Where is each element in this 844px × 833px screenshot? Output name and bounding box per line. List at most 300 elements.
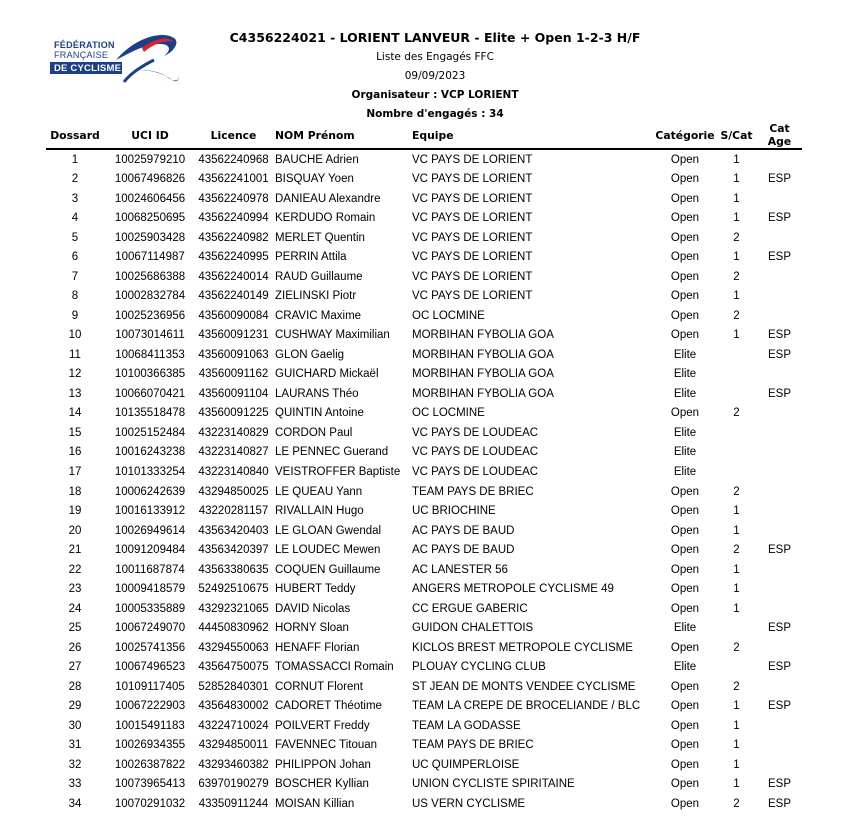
- cell-equipe: TEAM LA GODASSE: [412, 719, 521, 732]
- cell-cat-age: [757, 189, 802, 209]
- cell-nom-prenom: LE PENNEC Guerand: [275, 446, 389, 459]
- cell-scat: 1: [733, 290, 740, 303]
- cell-dossard: 23: [68, 583, 82, 596]
- cell-nom-prenom: VEISTROFFER Baptiste: [275, 466, 401, 478]
- cell-dossard: 3: [71, 192, 79, 205]
- cell-licence: 43562240994: [198, 212, 269, 225]
- cell-licence: 43220281157: [198, 505, 269, 518]
- cell-categorie: Elite: [673, 368, 697, 381]
- cell-cat-age: [757, 560, 802, 580]
- cell-dossard: 4: [71, 212, 79, 225]
- cell-categorie: Elite: [673, 622, 697, 635]
- list-subtitle: Liste des Engagés FFC: [376, 51, 494, 63]
- table-row: [46, 306, 802, 326]
- cell-uci-id: 10025979210: [114, 153, 186, 166]
- table-row: [46, 384, 802, 404]
- cell-licence: 43560091063: [198, 348, 269, 361]
- cell-scat: 1: [733, 739, 740, 752]
- cell-cat-age: [757, 677, 802, 697]
- cell-dossard: 22: [68, 563, 82, 576]
- logo-swoosh-icon: [114, 30, 184, 84]
- cell-uci-id: 10026934355: [114, 739, 186, 752]
- cell-licence: 43350911244: [198, 797, 269, 810]
- cell-licence: 43564830002: [198, 700, 269, 713]
- cell-uci-id: 10016243238: [114, 446, 186, 459]
- cell-nom-prenom: CRAVIC Maxime: [275, 309, 362, 322]
- cell-licence: 43560091225: [198, 407, 269, 420]
- cell-licence: 43560090084: [198, 309, 269, 322]
- cell-nom-prenom: LAURANS Théo: [275, 387, 359, 400]
- cell-licence: 52852840301: [198, 680, 269, 693]
- cell-nom-prenom: MOISAN Killian: [275, 797, 355, 810]
- cell-cat-age: ESP: [767, 544, 791, 557]
- cell-scat: 2: [733, 641, 740, 654]
- cell-dossard: 25: [68, 622, 82, 635]
- cell-dossard: 14: [68, 407, 82, 420]
- cell-scat: 1: [733, 212, 740, 225]
- cell-equipe: MORBIHAN FYBOLIA GOA: [412, 368, 554, 381]
- table-row: [46, 521, 802, 541]
- table-row: [46, 209, 802, 229]
- cell-licence: 43223140840: [198, 466, 269, 478]
- cell-scat: [716, 618, 757, 638]
- cell-dossard: 20: [68, 524, 82, 537]
- cell-equipe: VC PAYS DE LORIENT: [412, 270, 533, 283]
- cell-nom-prenom: HUBERT Teddy: [275, 583, 356, 596]
- cell-scat: 2: [733, 544, 740, 557]
- cell-uci-id: 10067114987: [115, 251, 185, 264]
- table-row: [46, 462, 802, 482]
- cell-scat: 1: [733, 563, 740, 576]
- cell-equipe: VC PAYS DE LOUDEAC: [412, 466, 539, 478]
- cell-licence: 43224710024: [198, 719, 269, 732]
- cell-dossard: 34: [68, 797, 82, 810]
- cell-uci-id: 10067496826: [114, 173, 186, 186]
- cell-uci-id: 10006242639: [114, 485, 186, 498]
- cell-categorie: Open: [670, 583, 700, 596]
- entrants-table: [46, 122, 802, 814]
- cell-licence: 43563380635: [198, 563, 269, 576]
- cell-nom-prenom: CADORET Théotime: [275, 700, 382, 713]
- cell-equipe: PLOUAY CYCLING CLUB: [412, 661, 546, 674]
- cell-nom-prenom: CORNUT Florent: [275, 680, 363, 693]
- cell-categorie: Open: [670, 212, 700, 225]
- cell-licence: 44450830962: [198, 622, 269, 635]
- cell-categorie: Open: [670, 153, 700, 166]
- cell-uci-id: 10066070421: [114, 387, 186, 400]
- cell-scat: 1: [733, 173, 740, 186]
- cell-uci-id: 10101333254: [114, 466, 186, 478]
- table-body: [46, 149, 802, 814]
- cell-licence: 43560091104: [198, 387, 269, 400]
- cell-uci-id: 10002832784: [114, 290, 186, 303]
- table-row: [46, 599, 802, 619]
- cell-uci-id: 10015491183: [115, 719, 185, 732]
- table-row: [46, 560, 802, 580]
- cell-nom-prenom: CORDON Paul: [275, 426, 353, 439]
- table-row: [46, 540, 802, 560]
- cell-scat: 1: [733, 192, 740, 205]
- cell-dossard: 1: [71, 153, 79, 166]
- table-row: [46, 677, 802, 697]
- cell-categorie: Open: [670, 524, 700, 537]
- cell-licence: 43294850011: [198, 739, 269, 752]
- cell-licence: 43294850025: [198, 485, 269, 498]
- cell-uci-id: 10009418579: [114, 583, 186, 596]
- cell-scat: 1: [733, 505, 740, 518]
- organizer: Organisateur : VCP LORIENT: [351, 89, 519, 101]
- table-row: [46, 326, 802, 346]
- cell-scat: 1: [733, 719, 740, 732]
- table-row: [46, 579, 802, 599]
- col-cat-age: Cat Age: [757, 122, 802, 149]
- cell-equipe: MORBIHAN FYBOLIA GOA: [412, 329, 554, 342]
- cell-uci-id: 10067249070: [114, 622, 186, 635]
- cell-uci-id: 10025152484: [114, 426, 186, 439]
- cell-equipe: AC LANESTER 56: [412, 563, 508, 576]
- cell-categorie: Open: [670, 505, 700, 518]
- cell-equipe: VC PAYS DE LORIENT: [412, 153, 533, 166]
- cell-scat: 2: [733, 270, 740, 283]
- col-uci-id: UCI ID: [104, 122, 196, 149]
- cell-equipe: ANGERS METROPOLE CYCLISME 49: [412, 583, 614, 596]
- cell-cat-age: ESP: [767, 212, 791, 225]
- cell-categorie: Open: [670, 407, 700, 420]
- table-row: [46, 170, 802, 190]
- cell-scat: [716, 462, 757, 482]
- cell-dossard: 24: [68, 602, 82, 615]
- cell-equipe: VC PAYS DE LORIENT: [412, 290, 533, 303]
- cell-cat-age: [757, 716, 802, 736]
- race-title: C4356224021 - LORIENT LANVEUR - Elite + Open 1-2-3 H/F: [229, 30, 641, 45]
- logo-line-3: DE CYCLISME: [54, 63, 122, 74]
- table-row: [46, 657, 802, 677]
- cell-cat-age: [757, 443, 802, 463]
- cell-cat-age: [757, 287, 802, 307]
- cell-categorie: Elite: [673, 446, 697, 459]
- cell-cat-age: ESP: [767, 173, 791, 186]
- cell-uci-id: 10100366385: [114, 368, 186, 381]
- cell-dossard: 9: [71, 309, 79, 322]
- cell-dossard: 16: [68, 446, 82, 459]
- cell-equipe: VC PAYS DE LORIENT: [412, 212, 533, 225]
- race-date: 09/09/2023: [404, 70, 466, 82]
- cell-scat: [716, 384, 757, 404]
- cell-equipe: TEAM PAYS DE BRIEC: [412, 485, 534, 498]
- table-row: [46, 189, 802, 209]
- cell-nom-prenom: POILVERT Freddy: [275, 719, 370, 732]
- cell-equipe: VC PAYS DE LORIENT: [412, 251, 533, 264]
- table-row: [46, 365, 802, 385]
- table-row: [46, 482, 802, 502]
- cell-uci-id: 10068250695: [114, 212, 186, 225]
- cell-dossard: 26: [68, 641, 82, 654]
- cell-nom-prenom: LE LOUDEC Mewen: [275, 544, 381, 557]
- cell-nom-prenom: HORNY Sloan: [275, 622, 349, 635]
- table-row: [46, 267, 802, 287]
- cell-categorie: Elite: [673, 387, 697, 400]
- cell-uci-id: 10135518478: [114, 407, 186, 420]
- cell-equipe: KICLOS BREST METROPOLE CYCLISME: [412, 641, 633, 654]
- table-row: [46, 287, 802, 307]
- cell-uci-id: 10073965413: [114, 778, 186, 791]
- cell-dossard: 32: [68, 758, 82, 771]
- cell-scat: 2: [733, 231, 740, 244]
- cell-nom-prenom: CUSHWAY Maximilian: [275, 329, 390, 342]
- cell-categorie: Open: [670, 602, 700, 615]
- cell-uci-id: 10068411353: [115, 348, 185, 361]
- cell-scat: 1: [733, 153, 740, 166]
- cell-equipe: AC PAYS DE BAUD: [412, 544, 515, 557]
- cell-uci-id: 10070291032: [114, 797, 186, 810]
- cell-equipe: VC PAYS DE LORIENT: [412, 231, 533, 244]
- cell-dossard: 30: [68, 719, 82, 732]
- cell-dossard: 15: [68, 426, 82, 439]
- col-nom-prenom: NOM Prénom: [271, 122, 412, 149]
- col-scat: S/Cat: [716, 122, 757, 149]
- cell-equipe: VC PAYS DE LOUDEAC: [412, 446, 539, 459]
- cell-cat-age: [757, 267, 802, 287]
- cell-nom-prenom: FAVENNEC Titouan: [275, 739, 378, 752]
- cell-scat: 2: [733, 485, 740, 498]
- cell-equipe: UC BRIOCHINE: [412, 505, 496, 518]
- cell-equipe: VC PAYS DE LOUDEAC: [412, 426, 539, 439]
- cell-cat-age: [757, 365, 802, 385]
- table-row: [46, 735, 802, 755]
- cell-equipe: TEAM PAYS DE BRIEC: [412, 739, 534, 752]
- cell-equipe: US VERN CYCLISME: [412, 797, 526, 810]
- cell-scat: [716, 423, 757, 443]
- cell-scat: 1: [733, 329, 740, 342]
- cell-categorie: Open: [670, 700, 700, 713]
- cell-scat: [716, 443, 757, 463]
- cell-nom-prenom: LE QUEAU Yann: [275, 485, 363, 498]
- cell-cat-age: ESP: [767, 622, 791, 635]
- cell-nom-prenom: RIVALLAIN Hugo: [275, 505, 364, 518]
- cell-nom-prenom: BAUCHE Adrien: [275, 153, 359, 166]
- table-row: [46, 696, 802, 716]
- cell-scat: 1: [733, 524, 740, 537]
- cell-scat: [716, 657, 757, 677]
- cell-nom-prenom: HENAFF Florian: [275, 641, 360, 654]
- cell-dossard: 33: [68, 778, 82, 791]
- cell-cat-age: ESP: [767, 700, 791, 713]
- cell-uci-id: 10005335889: [114, 602, 186, 615]
- cell-cat-age: [757, 755, 802, 775]
- cell-categorie: Open: [670, 173, 700, 186]
- cell-categorie: Open: [670, 544, 700, 557]
- cell-scat: 1: [733, 251, 740, 264]
- cell-cat-age: [757, 306, 802, 326]
- cell-categorie: Open: [670, 739, 700, 752]
- cell-cat-age: [757, 599, 802, 619]
- cell-dossard: 13: [68, 387, 82, 400]
- cell-nom-prenom: GLON Gaelig: [275, 348, 345, 361]
- cell-scat: 2: [733, 680, 740, 693]
- cell-scat: [716, 345, 757, 365]
- table-row: [46, 345, 802, 365]
- cell-cat-age: [757, 423, 802, 443]
- cell-cat-age: [757, 482, 802, 502]
- cell-licence: 63970190279: [198, 778, 269, 791]
- cell-dossard: 6: [71, 251, 79, 264]
- cell-uci-id: 10025236956: [114, 309, 186, 322]
- logo-line-2: FRANÇAISE: [54, 50, 109, 60]
- cell-nom-prenom: DANIEAU Alexandre: [275, 192, 381, 205]
- cell-uci-id: 10026387822: [114, 758, 186, 771]
- logo-line-1: FÉDÉRATION: [54, 40, 115, 50]
- cell-scat: 1: [733, 758, 740, 771]
- cell-equipe: TEAM LA CREPE DE BROCELIANDE / BLC: [412, 700, 641, 713]
- cell-equipe: MORBIHAN FYBOLIA GOA: [412, 348, 554, 361]
- cell-nom-prenom: GUICHARD Mickaël: [275, 368, 379, 381]
- cell-nom-prenom: LE GLOAN Gwendal: [275, 524, 382, 537]
- cell-licence: 43560091162: [198, 368, 269, 381]
- cell-licence: 43562240982: [198, 231, 269, 244]
- cell-dossard: 12: [68, 368, 82, 381]
- table-row: [46, 775, 802, 795]
- entrant-count: Nombre d'engagés : 34: [366, 108, 504, 120]
- cell-uci-id: 10067222903: [114, 700, 186, 713]
- cell-licence: 43223140829: [198, 426, 269, 439]
- cell-dossard: 27: [68, 661, 82, 674]
- cell-cat-age: [757, 404, 802, 424]
- cell-cat-age: [757, 149, 802, 170]
- cell-scat: 1: [733, 583, 740, 596]
- cell-nom-prenom: COQUEN Guillaume: [275, 563, 381, 576]
- cell-cat-age: ESP: [767, 797, 791, 810]
- table-row: [46, 248, 802, 268]
- cell-uci-id: 10026949614: [114, 524, 186, 537]
- cell-scat: 1: [733, 778, 740, 791]
- cell-dossard: 29: [68, 700, 82, 713]
- table-row: [46, 501, 802, 521]
- cell-equipe: GUIDON CHALETTOIS: [412, 622, 534, 635]
- table-row: [46, 228, 802, 248]
- cell-licence: 43223140827: [198, 446, 269, 459]
- table-row: [46, 618, 802, 638]
- cell-categorie: Open: [670, 192, 700, 205]
- table-row: [46, 149, 802, 170]
- cell-categorie: Open: [670, 797, 700, 810]
- cell-scat: 2: [733, 309, 740, 322]
- cell-cat-age: [757, 521, 802, 541]
- cell-categorie: Open: [670, 680, 700, 693]
- cell-licence: 43560091231: [198, 329, 269, 342]
- cell-nom-prenom: BOSCHER Kyllian: [275, 778, 369, 791]
- cell-categorie: Open: [670, 758, 700, 771]
- cell-scat: [716, 365, 757, 385]
- cell-nom-prenom: MERLET Quentin: [275, 231, 365, 244]
- cell-cat-age: ESP: [767, 387, 791, 400]
- cell-scat: 1: [733, 700, 740, 713]
- cell-uci-id: 10025686388: [114, 270, 186, 283]
- cell-uci-id: 10025903428: [114, 231, 186, 244]
- cell-equipe: OC LOCMINE: [412, 407, 485, 420]
- cell-equipe: OC LOCMINE: [412, 309, 485, 322]
- cell-categorie: Open: [670, 290, 700, 303]
- cell-licence: 43562240149: [198, 290, 269, 303]
- cell-categorie: Open: [670, 563, 700, 576]
- cell-dossard: 17: [68, 466, 82, 478]
- cell-nom-prenom: PERRIN Attila: [275, 251, 347, 264]
- cell-nom-prenom: PHILIPPON Johan: [275, 758, 371, 771]
- cell-licence: 43562241001: [198, 173, 269, 186]
- cell-nom-prenom: BISQUAY Yoen: [275, 173, 354, 186]
- cell-licence: 43563420397: [198, 544, 269, 557]
- cell-scat: 2: [733, 797, 740, 810]
- col-dossard: Dossard: [46, 122, 104, 149]
- cell-dossard: 8: [71, 290, 79, 303]
- cell-dossard: 10: [68, 329, 82, 342]
- cell-scat: 2: [733, 407, 740, 420]
- cell-equipe: UC QUIMPERLOISE: [412, 758, 520, 771]
- cell-uci-id: 10067496523: [114, 661, 186, 674]
- cell-uci-id: 10073014611: [115, 329, 185, 342]
- cell-dossard: 28: [68, 680, 82, 693]
- cell-categorie: Elite: [673, 661, 697, 674]
- cell-cat-age: ESP: [767, 661, 791, 674]
- cell-licence: 43564750075: [198, 661, 269, 674]
- cell-cat-age: ESP: [767, 329, 791, 342]
- cell-licence: 43292321065: [198, 602, 269, 615]
- col-equipe: Equipe: [412, 122, 654, 149]
- cell-nom-prenom: QUINTIN Antoine: [275, 407, 364, 420]
- cell-categorie: Open: [670, 309, 700, 322]
- cell-uci-id: 10016133912: [114, 505, 186, 518]
- cell-uci-id: 10025741356: [114, 641, 186, 654]
- cell-licence: 43562240978: [198, 192, 269, 205]
- cell-equipe: MORBIHAN FYBOLIA GOA: [412, 387, 554, 400]
- table-row: [46, 404, 802, 424]
- cell-equipe: CC ERGUE GABERIC: [412, 602, 528, 615]
- cell-licence: 43294550063: [198, 641, 269, 654]
- cell-categorie: Open: [670, 778, 700, 791]
- cell-nom-prenom: TOMASSACCI Romain: [275, 661, 394, 674]
- cell-uci-id: 10011687874: [115, 563, 185, 576]
- col-categorie: Catégorie: [654, 122, 716, 149]
- cell-cat-age: ESP: [767, 778, 791, 791]
- cell-licence: 43562240995: [198, 251, 269, 264]
- ffc-logo: [48, 30, 184, 80]
- cell-cat-age: [757, 501, 802, 521]
- cell-nom-prenom: ZIELINSKI Piotr: [275, 290, 357, 303]
- cell-uci-id: 10091209484: [114, 544, 186, 557]
- cell-dossard: 11: [69, 348, 81, 361]
- cell-dossard: 18: [68, 485, 82, 498]
- cell-cat-age: ESP: [767, 348, 791, 361]
- document-header: [200, 28, 670, 124]
- cell-cat-age: [757, 228, 802, 248]
- table-row: [46, 794, 802, 814]
- cell-categorie: Open: [670, 251, 700, 264]
- table-row: [46, 716, 802, 736]
- cell-categorie: Open: [670, 641, 700, 654]
- cell-dossard: 19: [68, 505, 82, 518]
- cell-categorie: Elite: [673, 466, 697, 478]
- table-row: [46, 423, 802, 443]
- cell-uci-id: 10109117405: [115, 680, 185, 693]
- table-row: [46, 755, 802, 775]
- cell-categorie: Open: [670, 719, 700, 732]
- cell-cat-age: [757, 462, 802, 482]
- cell-licence: 43562240968: [198, 153, 269, 166]
- cell-categorie: Open: [670, 329, 700, 342]
- cell-dossard: 2: [71, 173, 79, 186]
- cell-equipe: UNION CYCLISTE SPIRITAINE: [412, 778, 575, 791]
- cell-categorie: Open: [670, 270, 700, 283]
- cell-equipe: AC PAYS DE BAUD: [412, 524, 515, 537]
